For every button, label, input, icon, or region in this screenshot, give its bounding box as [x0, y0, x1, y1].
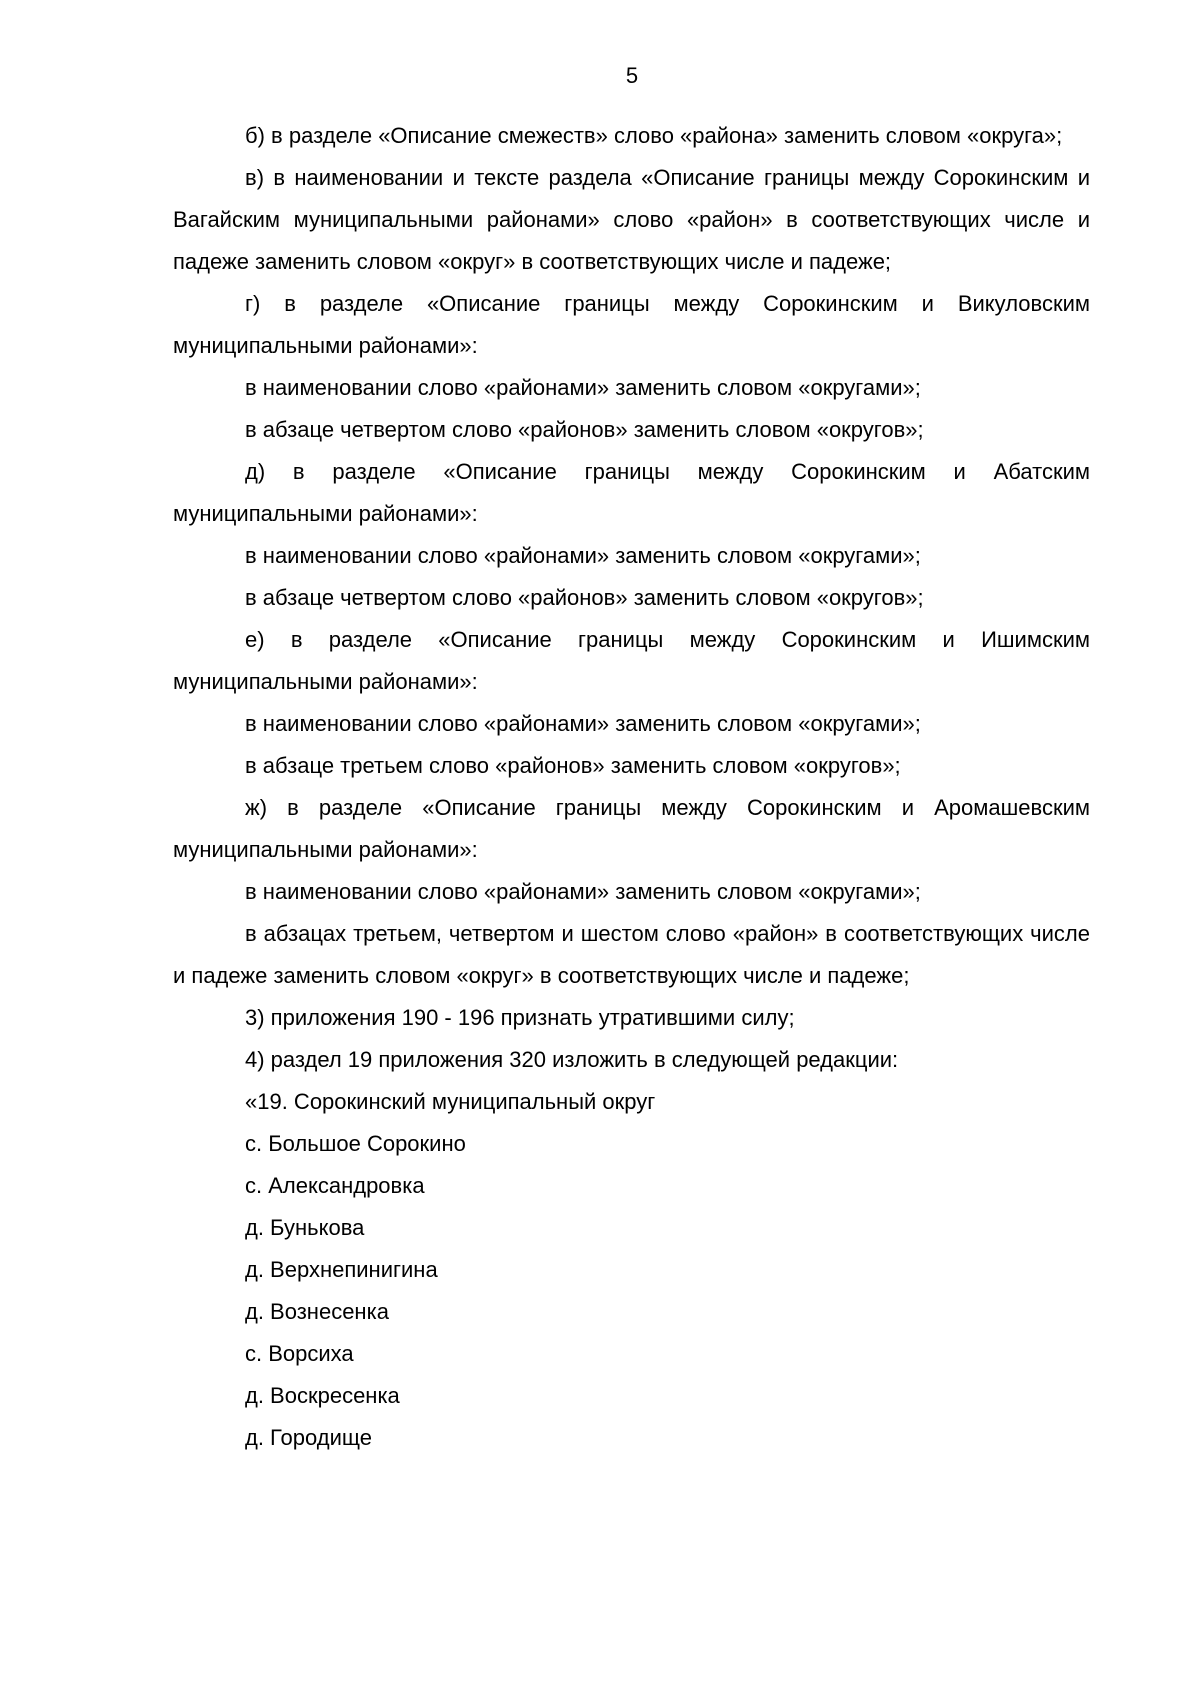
paragraph-d-fourth-abzac: в абзаце четвертом слово «районов» заменить словом «округов»;	[245, 585, 924, 610]
settlement-list-item: с. Ворсиха	[245, 1341, 354, 1366]
paragraph-g-title-change: в наименовании слово «районами» заменить словом «округами»;	[245, 375, 921, 400]
settlement-list-item: д. Вознесенка	[245, 1299, 389, 1324]
paragraph-g-fourth-abzac: в абзаце четвертом слово «районов» заменить словом «округов»;	[245, 417, 924, 442]
settlement-list-item: д. Городище	[245, 1425, 372, 1450]
settlement-list-item: д. Верхнепинигина	[245, 1257, 438, 1282]
settlement-list-item: д. Воскресенка	[245, 1383, 400, 1408]
section-19-heading: «19. Сорокинский муниципальный округ	[245, 1089, 656, 1114]
paragraph-amendment-g: г) в разделе «Описание границы между Сорокинским и Викуловским муниципальными районами»:	[173, 291, 1090, 358]
paragraph-zh-abzacs: в абзацах третьем, четвертом и шестом слово «район» в соответствующих числе и падеже заменить словом «округ» в соответствующих числе и падеже;	[173, 921, 1090, 988]
paragraph-d-title-change: в наименовании слово «районами» заменить словом «округами»;	[245, 543, 921, 568]
paragraph-amendment-d: д) в разделе «Описание границы между Сорокинским и Абатским муниципальными районами»:	[173, 459, 1090, 526]
settlement-list-item: с. Александровка	[245, 1173, 425, 1198]
paragraph-amendment-v: в) в наименовании и тексте раздела «Описание границы между Сорокинским и Вагайским муниципальными районами» слово «район» в соответствующих числе и падеже заменить словом «округ» в соответствующих числе и падеже;	[173, 165, 1090, 274]
paragraph-item-3: 3) приложения 190 - 196 признать утратившими силу;	[245, 1005, 795, 1030]
paragraph-item-4: 4) раздел 19 приложения 320 изложить в следующей редакции:	[245, 1047, 899, 1072]
paragraph-e-title-change: в наименовании слово «районами» заменить словом «округами»;	[245, 711, 921, 736]
paragraph-amendment-b: б) в разделе «Описание смежеств» слово «района» заменить словом «округа»;	[245, 123, 1063, 148]
paragraph-amendment-e: е) в разделе «Описание границы между Сорокинским и Ишимским муниципальными районами»:	[173, 627, 1090, 694]
settlement-list-item: с. Большое Сорокино	[245, 1131, 466, 1156]
page-number: 5	[625, 63, 639, 88]
paragraph-zh-title-change: в наименовании слово «районами» заменить словом «округами»;	[245, 879, 921, 904]
paragraph-e-third-abzac: в абзаце третьем слово «районов» заменить словом «округов»;	[245, 753, 901, 778]
document-body	[173, 115, 1090, 1459]
paragraph-amendment-zh: ж) в разделе «Описание границы между Сорокинским и Аромашевским муниципальными районами»:	[173, 795, 1090, 862]
settlement-list-item: д. Бунькова	[245, 1215, 365, 1240]
